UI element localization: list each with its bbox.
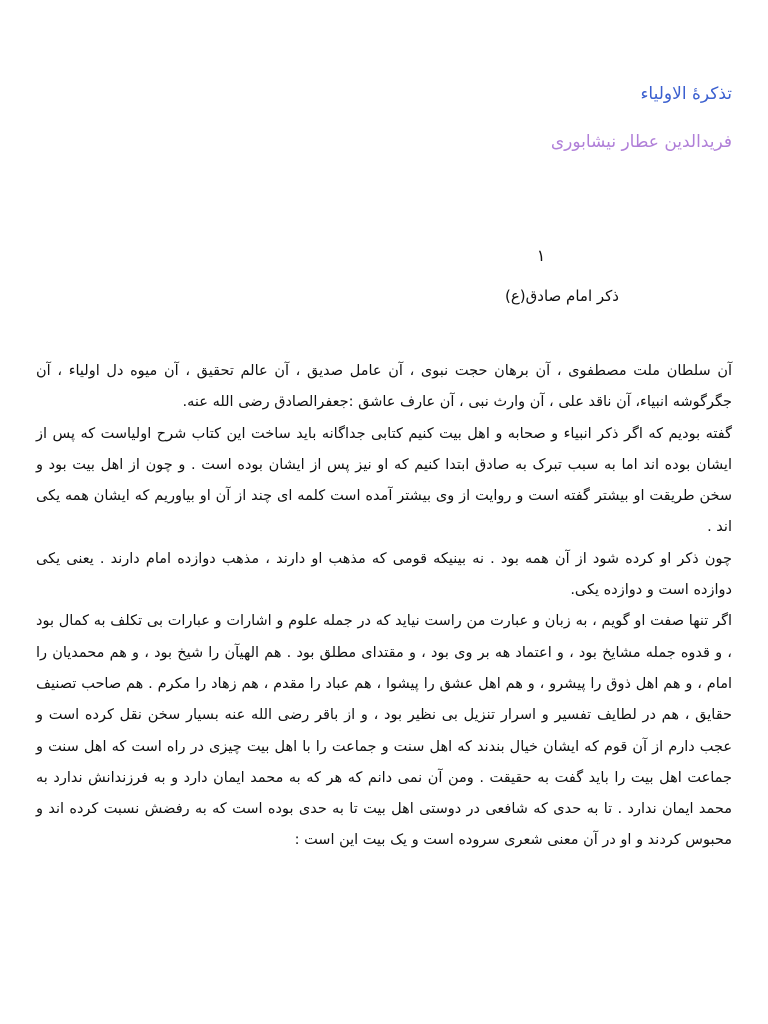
paragraph: چون ذکر او کرده شود از آن همه بود . نه بینیکه قومی که مذهب او دارند ، مذهب دوازده امام دارند . یعنی یکی دوازده است و دوازده یکی. xyxy=(36,550,732,599)
paragraph: گفته بودیم که اگر ذکر انبیاء و صحابه و اهل بیت کنیم کتابی جداگانه باید ساخت این کتاب شرح اولیاست که پس از ایشان بوده اند اما به سبب تبرک به صادق ابتدا کنیم که او نیز پس از ایشان بوده است . و چون از اهل بیت بود و سخن طریقت او بیشتر گفته است و روایت از وی بیشتر آمده است کلمه ای چند از آن او بیاوریم که ایشان همه یکی اند . xyxy=(36,425,732,536)
chapter-number-text: ١ xyxy=(536,246,546,265)
chapter-title xyxy=(0,287,768,305)
body-text xyxy=(36,356,732,857)
paragraph: اگر تنها صفت او گویم ، به زبان و عبارت من راست نیاید که در جمله علوم و اشارات و عبارات بی تکلف به کمال بود ، و قدوه جمله مشایخ بود ، و اعتماد هه بر وی بود ، و مقتدای مطلق بود . هم الهیآن را شیخ بود ، و هم محمدیان را امام ، و هم اهل ذوق را پیشرو ، و هم اهل عشق را پیشوا ، هم عباد را مقدم ، هم زهاد را مکرم . هم صاحب تصنیف حقایق ، هم در لطایف تفسیر و اسرار تنزیل بی نظیر بود ، و از باقر رضی الله عنه بسیار سخن نقل کرده است و عجب دارم از آن قوم که ایشان خیال بندند که اهل سنت و جماعت را با اهل بیت چیزی در راه است که اهل سنت و جماعت اهل بیت را باید گفت به حقیقت . ومن آن نمی دانم که هر که به محمد ایمان دارد و به فرزندانش ندارد به محمد ایمان ندارد . تا به حدی که شافعی در دوستی اهل بیت تا به حدی بوده است که به رفضش نسبت کرده اند و محبوس کردند و او در آن معنی شعری سروده است و یک بیت این است : xyxy=(36,613,732,849)
chapter-title-text: ذکر امام صادق(ع) xyxy=(505,287,619,305)
chapter-number xyxy=(0,246,768,265)
author-name: فریدالدین عطار نیشابوری xyxy=(550,132,732,152)
book-title: تذکرۀ الاولیاء xyxy=(640,84,732,104)
paragraph: آن سلطان ملت مصطفوی ، آن برهان حجت نبوی ، آن عامل صدیق ، آن عالم تحقیق ، آن میوه دل اولیاء ، آن جگرگوشه انبیاء، آن ناقد علی ، آن وارث نبی ، آن عارف عاشق :جعفرالصادق رضی الله عنه. xyxy=(36,363,732,411)
